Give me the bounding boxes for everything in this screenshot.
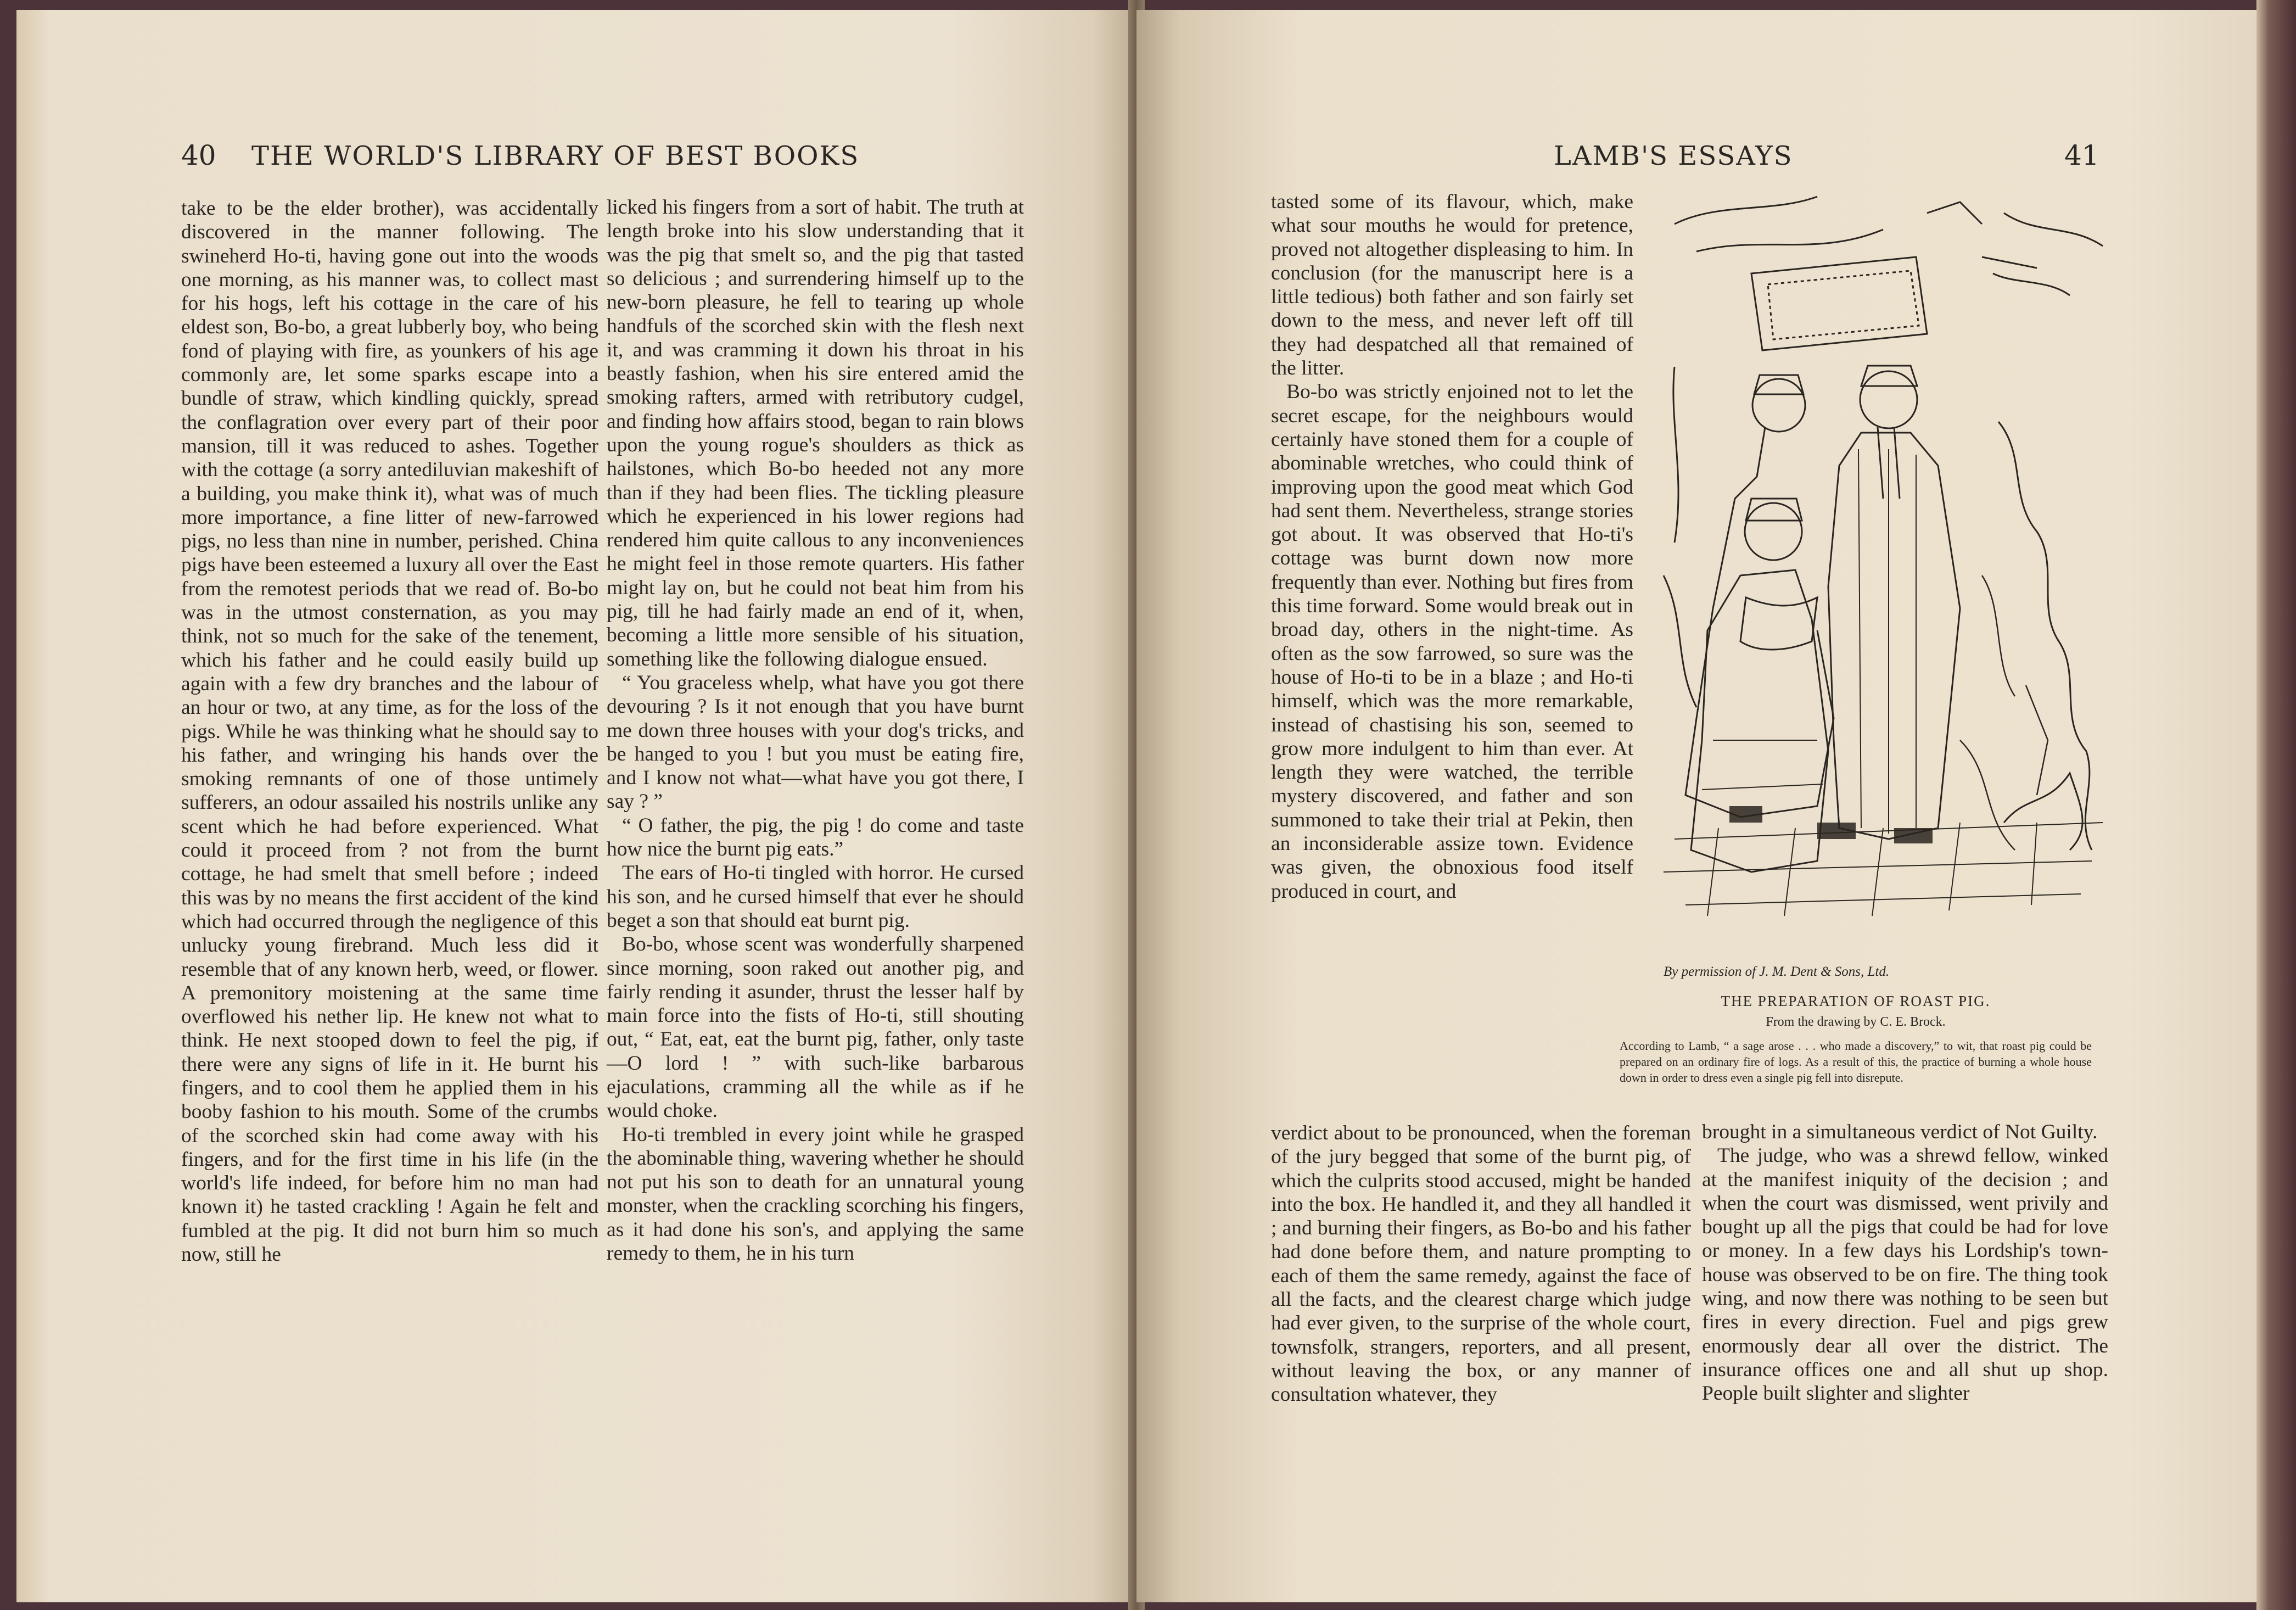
paragraph: “ You graceless whelp, what have you got there devouring ? Is it not enough that you have burnt me down three houses with your dog's tricks, and be hanged to you ! but you must be eating fire, and I know not what—what have you got there, I say ? ”: [607, 671, 1024, 813]
text-column-1: [181, 197, 598, 1266]
text-column-4: [1702, 1120, 2108, 1406]
page-number: 40: [181, 139, 216, 171]
paragraph: take to be the elder brother), was accidentally discovered in the manner following. The swineherd Ho-ti, having gone out into the woods one morning, as his manner was, to collect mast for his hogs, left his cottage in the care of his eldest son, Bo-bo, a great lubberly boy, who being fond of playing with fire, as younkers of his age commonly are, let some sparks escape into a bundle of straw, which kindling quickly, spread the conflagration over every part of their poor mansion, till it was reduced to ashes. Together with the cottage (a sorry antediluvian makeshift of a building, you make think it), what was of much more importance, a fine litter of new-farrowed pigs, no less than nine in number, perished. China pigs have been esteemed a luxury all over the East from the remotest periods that we read of. Bo-bo was in the utmost consternation, as you may think, not so much for the sake of the tenement, which his father and he could easily build up again with a few dry branches and the labour of an hour or two, at any time, as for the loss of the pigs. While he was thinking what he should say to his father, and wringing his hands over the smoking remnants of one of those untimely sufferers, an odour assailed his nostrils unlike any scent which he had before experienced. What could it proceed from ? not from the burnt cottage, he had smelt that smell before ; indeed this was by no means the first accident of the kind which had occurred through the negligence of this unlucky young firebrand. Much less did it resemble that of any known herb, weed, or flower. A premonitory moistening at the same time overflowed his nether lip. He knew not what to think. He next stooped down to feel the pig, if there were any signs of life in it. He burnt his fingers, and to cool them he applied them in his booby fashion to his mouth. Some of the crumbs of the scorched skin had come away with his fingers, and for the first time in his life (in the world's life indeed, for before him no man had known it) he tasted crackling ! Again he felt and fumbled at the pig. It did not burn him so much now, still he: [181, 197, 598, 1266]
roast-pig-illustration: [1653, 191, 2116, 943]
paragraph: Bo-bo, whose scent was wonderfully sharpened since morning, soon raked out another pig, and fairly rending it asunder, thrust the lesser half by main force into the fists of Ho-ti, still shouting out, “ Eat, eat, eat the burnt pig, father, only taste—O lord ! ” with such-like barbarous ejaculations, cramming all the while as if he would choke.: [607, 933, 1024, 1122]
paragraph: The ears of Ho-ti tingled with horror. He cursed his son, and he cursed himself that ever he should beget a son that should eat burnt pig.: [607, 862, 1024, 932]
right-page: [1136, 10, 2267, 1602]
paragraph: verdict about to be pronounced, when the foreman of the jury begged that some of the burnt pig, of which the culprits stood accused, might be handed into the box. He handled it, and they all handled it ; and burning their fingers, as Bo-bo and his father had done before them, and nature prompting to each of them the same remedy, against the face of all the facts, and the clearest charge which judge had ever given, to the surprise of the whole court, townsfolk, strangers, reporters, and all present, without leaving the box, or any manner of consultation whatever, they: [1271, 1122, 1691, 1406]
left-page: [16, 10, 1142, 1602]
illustration-credit: By permission of J. M. Dent & Sons, Ltd.: [1664, 964, 1890, 979]
paragraph: Ho-ti trembled in every joint while he grasped the abominable thing, wavering whether he should not put his son to death for an unnatural young monster, when the crackling scorching his fingers, as it had done his son's, and applying the same remedy to them, he in his turn: [607, 1123, 1024, 1265]
paragraph: Bo-bo was strictly enjoined not to let the secret escape, for the neighbours would certainly have stoned them for a couple of abominable wretches, who could think of improving upon the good meat which God had sent them. Nevertheless, strange stories got about. It was observed that Ho-ti's cottage was burnt down now more frequently than ever. Nothing but fires from this time forward. Some would break out in broad day, others in the night-time. As often as the sow farrowed, so sure was the house of Ho-ti to be in a blaze ; and Ho-ti himself, which was the more remarkable, instead of chastising his son, seemed to grow more indulgent to him than ever. At length they were watched, the terrible mystery discovered, and father and son summoned to take their trial at Pekin, then an inconsiderable assize town. Evidence was given, the obnoxious food itself produced in court, and: [1271, 381, 1633, 903]
illustration-note: According to Lamb, “ a sage arose . . . who made a discovery,” to wit, that roast pig could be prepared on an ordinary fire of logs. As a result of this, the practice of burning a whole house down in order to dress even a single pig fell into disrepute.: [1620, 1039, 2092, 1084]
illustration-subtitle: From the drawing by C. E. Brock.: [1766, 1015, 1946, 1029]
text-column-3: [1271, 1121, 1691, 1407]
text-column-2: [607, 195, 1024, 1265]
paragraph: brought in a simultaneous verdict of Not Guilty.: [1702, 1121, 2098, 1143]
paragraph: tasted some of its flavour, which, make what sour mouths he would for pretence, proved not altogether displeasing to him. In conclusion (for the manuscript here is a little tedious) both father and son fairly set down to the mess, and never left off till they had despatched all that remained of the litter.: [1271, 191, 1633, 380]
paragraph: The judge, who was a shrewd fellow, winked at the manifest iniquity of the decision ; and when the court was dismissed, went privily and bought up all the pigs that could be had for love or money. In a few days his Lordship's town-house was observed to be on fire. The thing took wing, and now there was nothing to be seen but fires in every direction. Fuel and pigs grew enormously dear all over the district. The insurance offices one and all shut up shop. People built slighter and slighter: [1702, 1144, 2108, 1405]
running-head: THE WORLD'S LIBRARY OF BEST BOOKS: [251, 141, 860, 171]
illustration-title: THE PREPARATION OF ROAST PIG.: [1721, 993, 1991, 1009]
paragraph: licked his fingers from a sort of habit. The truth at length broke into his slow understanding that it was the pig that smelt so, and the pig that tasted so delicious ; and surrendering himself up to the new-born pleasure, he fell to tearing up whole handfuls of the scorched skin with the flesh next it, and was cramming it down his throat in his beastly fashion, when his sire entered amid the smoking rafters, armed with retributory cudgel, and finding how affairs stood, began to rain blows upon the young rogue's shoulders as thick as hailstones, which Bo-bo heeded not any more than if they had been flies. The tickling pleasure which he experienced in his lower regions had rendered him quite callous to any inconveniences he might feel in those remote quarters. His father might lay on, but he could not beat him from his pig, till he had fairly made an end of it, when, becoming a little more sensible of his situation, something like the following dialogue ensued.: [607, 196, 1024, 670]
book-cover-edge: [2256, 0, 2296, 1610]
running-head: LAMB'S ESSAYS: [1554, 141, 1793, 171]
paragraph: “ O father, the pig, the pig ! do come and taste how nice the burnt pig eats.”: [607, 814, 1024, 861]
page-number: 41: [2064, 139, 2099, 171]
text-column-narrow: [1271, 190, 1633, 903]
